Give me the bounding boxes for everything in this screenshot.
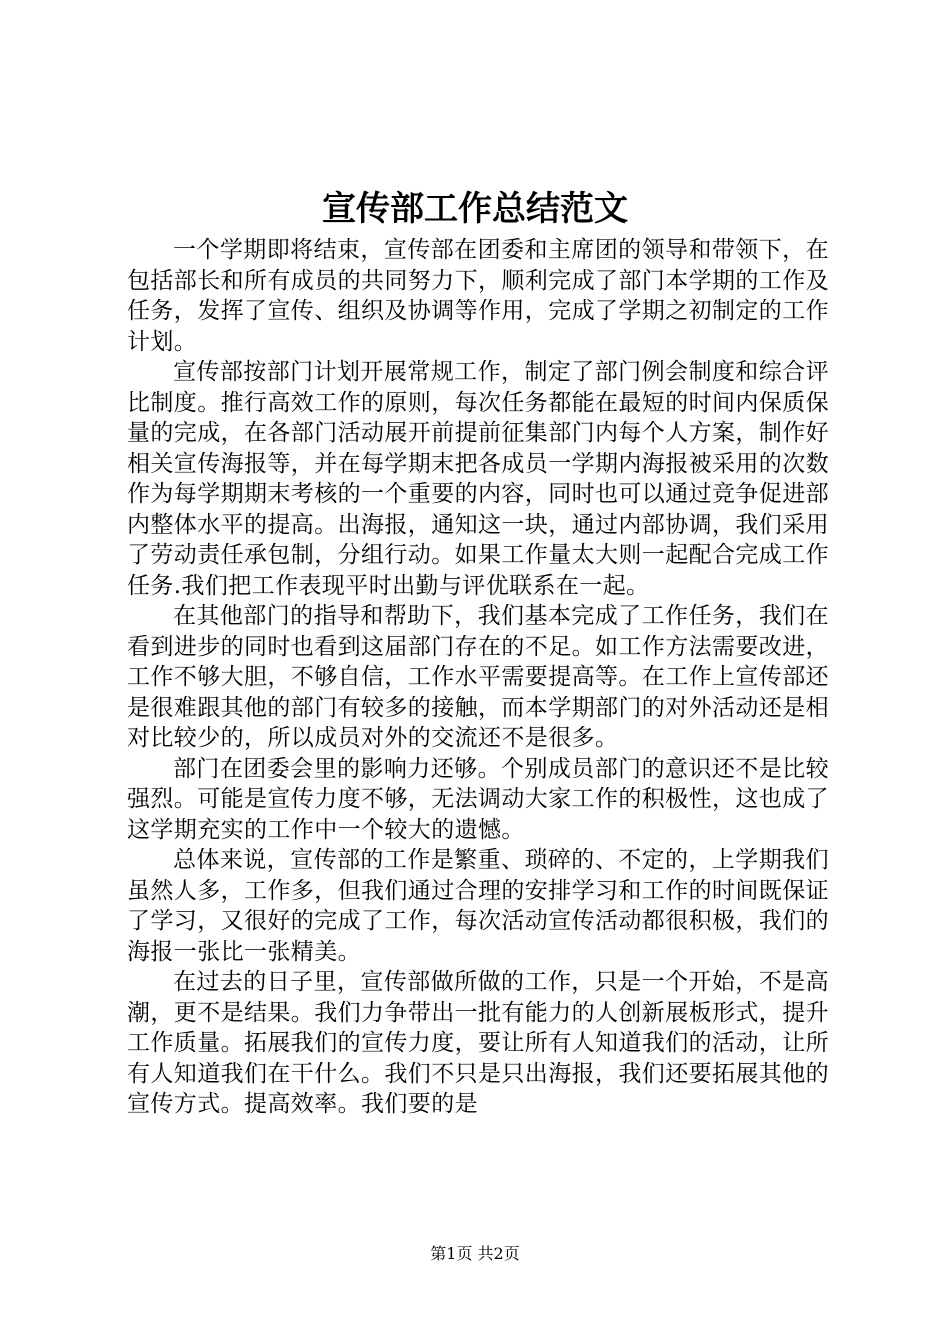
page-footer	[0, 1243, 950, 1265]
paragraph-4: 部门在团委会里的影响力还够。个别成员部门的意识还不是比较强烈。可能是宣传力度不够，无法调动大家工作的积极性，这也成了这学期充实的工作中一个较大的遗憾。	[127, 755, 829, 843]
paragraph-1: 一个学期即将结束，宣传部在团委和主席团的领导和带领下，在包括部长和所有成员的共同努力下，顺利完成了部门本学期的工作及任务，发挥了宣传、组织及协调等作用，完成了学期之初制定的工作计划。	[127, 237, 829, 355]
document-body	[127, 235, 829, 1120]
paragraph-2: 宣传部按部门计划开展常规工作，制定了部门例会制度和综合评比制度。推行高效工作的原则，每次任务都能在最短的时间内保质保量的完成，在各部门活动展开前提前征集部门内每个人方案，制作好相关宣传海报等，并在每学期末把各成员一学期内海报被采用的次数作为每学期期末考核的一个重要的内容，同时也可以通过竞争促进部内整体水平的提高。出海报，通知这一块，通过内部协调，我们采用了劳动责任承包制，分组行动。如果工作量太大则一起配合完成工作任务.我们把工作表现平时出勤与评优联系在一起。	[127, 359, 829, 599]
page-indicator: 第1页 共2页	[430, 1244, 520, 1263]
paragraph-6: 在过去的日子里，宣传部做所做的工作，只是一个开始，不是高潮，更不是结果。我们力争带出一批有能力的人创新展板形式，提升工作质量。拓展我们的宣传力度，要让所有人知道我们的活动，让所有人知道我们在干什么。我们不只是只出海报，我们还要拓展其他的宣传方式。提高效率。我们要的是	[127, 969, 829, 1117]
paragraph-3: 在其他部门的指导和帮助下，我们基本完成了工作任务，我们在看到进步的同时也看到这届部门存在的不足。如工作方法需要改进，工作不够大胆，不够自信，工作水平需要提高等。在工作上宣传部还是很难跟其他的部门有较多的接触，而本学期部门的对外活动还是相对比较少的，所以成员对外的交流还不是很多。	[127, 603, 829, 751]
document-title: 宣传部工作总结范文	[322, 189, 628, 229]
paragraph-5: 总体来说，宣传部的工作是繁重、琐碎的、不定的，上学期我们虽然人多，工作多，但我们通过合理的安排学习和工作的时间既保证了学习，又很好的完成了工作，每次活动宣传活动都很积极，我们的海报一张比一张精美。	[127, 847, 829, 965]
